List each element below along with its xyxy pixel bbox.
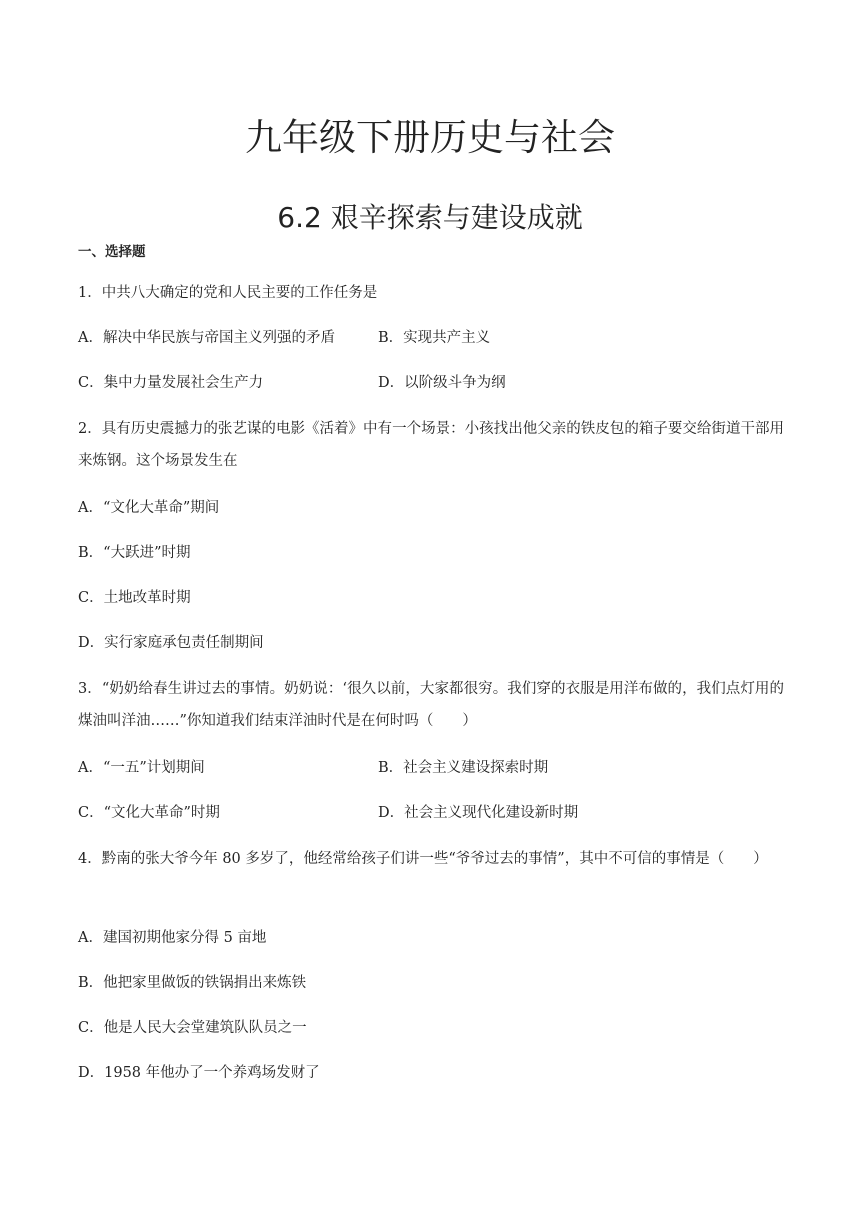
question-4-option-c: C．他是人民大会堂建筑队队员之一 (78, 1020, 307, 1036)
question-1-option-b: B．实现共产主义 (378, 330, 491, 346)
question-3-option-a: A．“一五”计划期间 (78, 760, 205, 776)
question-4-option-a: A．建国初期他家分得 5 亩地 (78, 930, 267, 946)
question-4-stem: 4．黔南的张大爷今年 80 多岁了，他经常给孩子们讲一些“爷爷过去的事情”，其中不可信的事情是（ ） (78, 851, 768, 867)
question-3-option-b: B．社会主义建设探索时期 (378, 760, 549, 776)
document-subtitle: 6.2 艰辛探索与建设成就 (277, 201, 583, 234)
question-3-stem: 3．“奶奶给春生讲过去的事情。奶奶说：‘很久以前，大家都很穷。我们穿的衣服是用洋布做的，我们点灯用的煤油叫洋油……”你知道我们结束洋油时代是在何时吗（ ） (78, 681, 784, 729)
section-heading: 一、选择题 (78, 244, 146, 260)
question-3-option-d: D．社会主义现代化建设新时期 (378, 805, 579, 821)
question-2-option-b: B．“大跃进”时期 (78, 545, 191, 561)
question-1-option-d: D．以阶级斗争为纲 (378, 375, 506, 391)
question-3-option-c: C．“文化大革命”时期 (78, 805, 220, 821)
question-1-option-a: A．解决中华民族与帝国主义列强的矛盾 (78, 330, 335, 346)
question-2-option-c: C．土地改革时期 (78, 590, 191, 606)
question-2-stem: 2．具有历史震撼力的张艺谋的电影《活着》中有一个场景：小孩找出他父亲的铁皮包的箱子要交给街道干部用来炼钢。这个场景发生在 (78, 421, 784, 469)
question-1-option-c: C．集中力量发展社会生产力 (78, 375, 264, 391)
question-4-option-d: D．1958 年他办了一个养鸡场发财了 (78, 1065, 320, 1081)
question-2-option-a: A．“文化大革命”期间 (78, 500, 220, 516)
question-1-stem: 1．中共八大确定的党和人民主要的工作任务是 (78, 285, 378, 301)
document-title: 九年级下册历史与社会 (245, 116, 615, 159)
question-4-option-b: B．他把家里做饭的铁锅捐出来炼铁 (78, 975, 307, 991)
question-2-option-d: D．实行家庭承包责任制期间 (78, 635, 264, 651)
